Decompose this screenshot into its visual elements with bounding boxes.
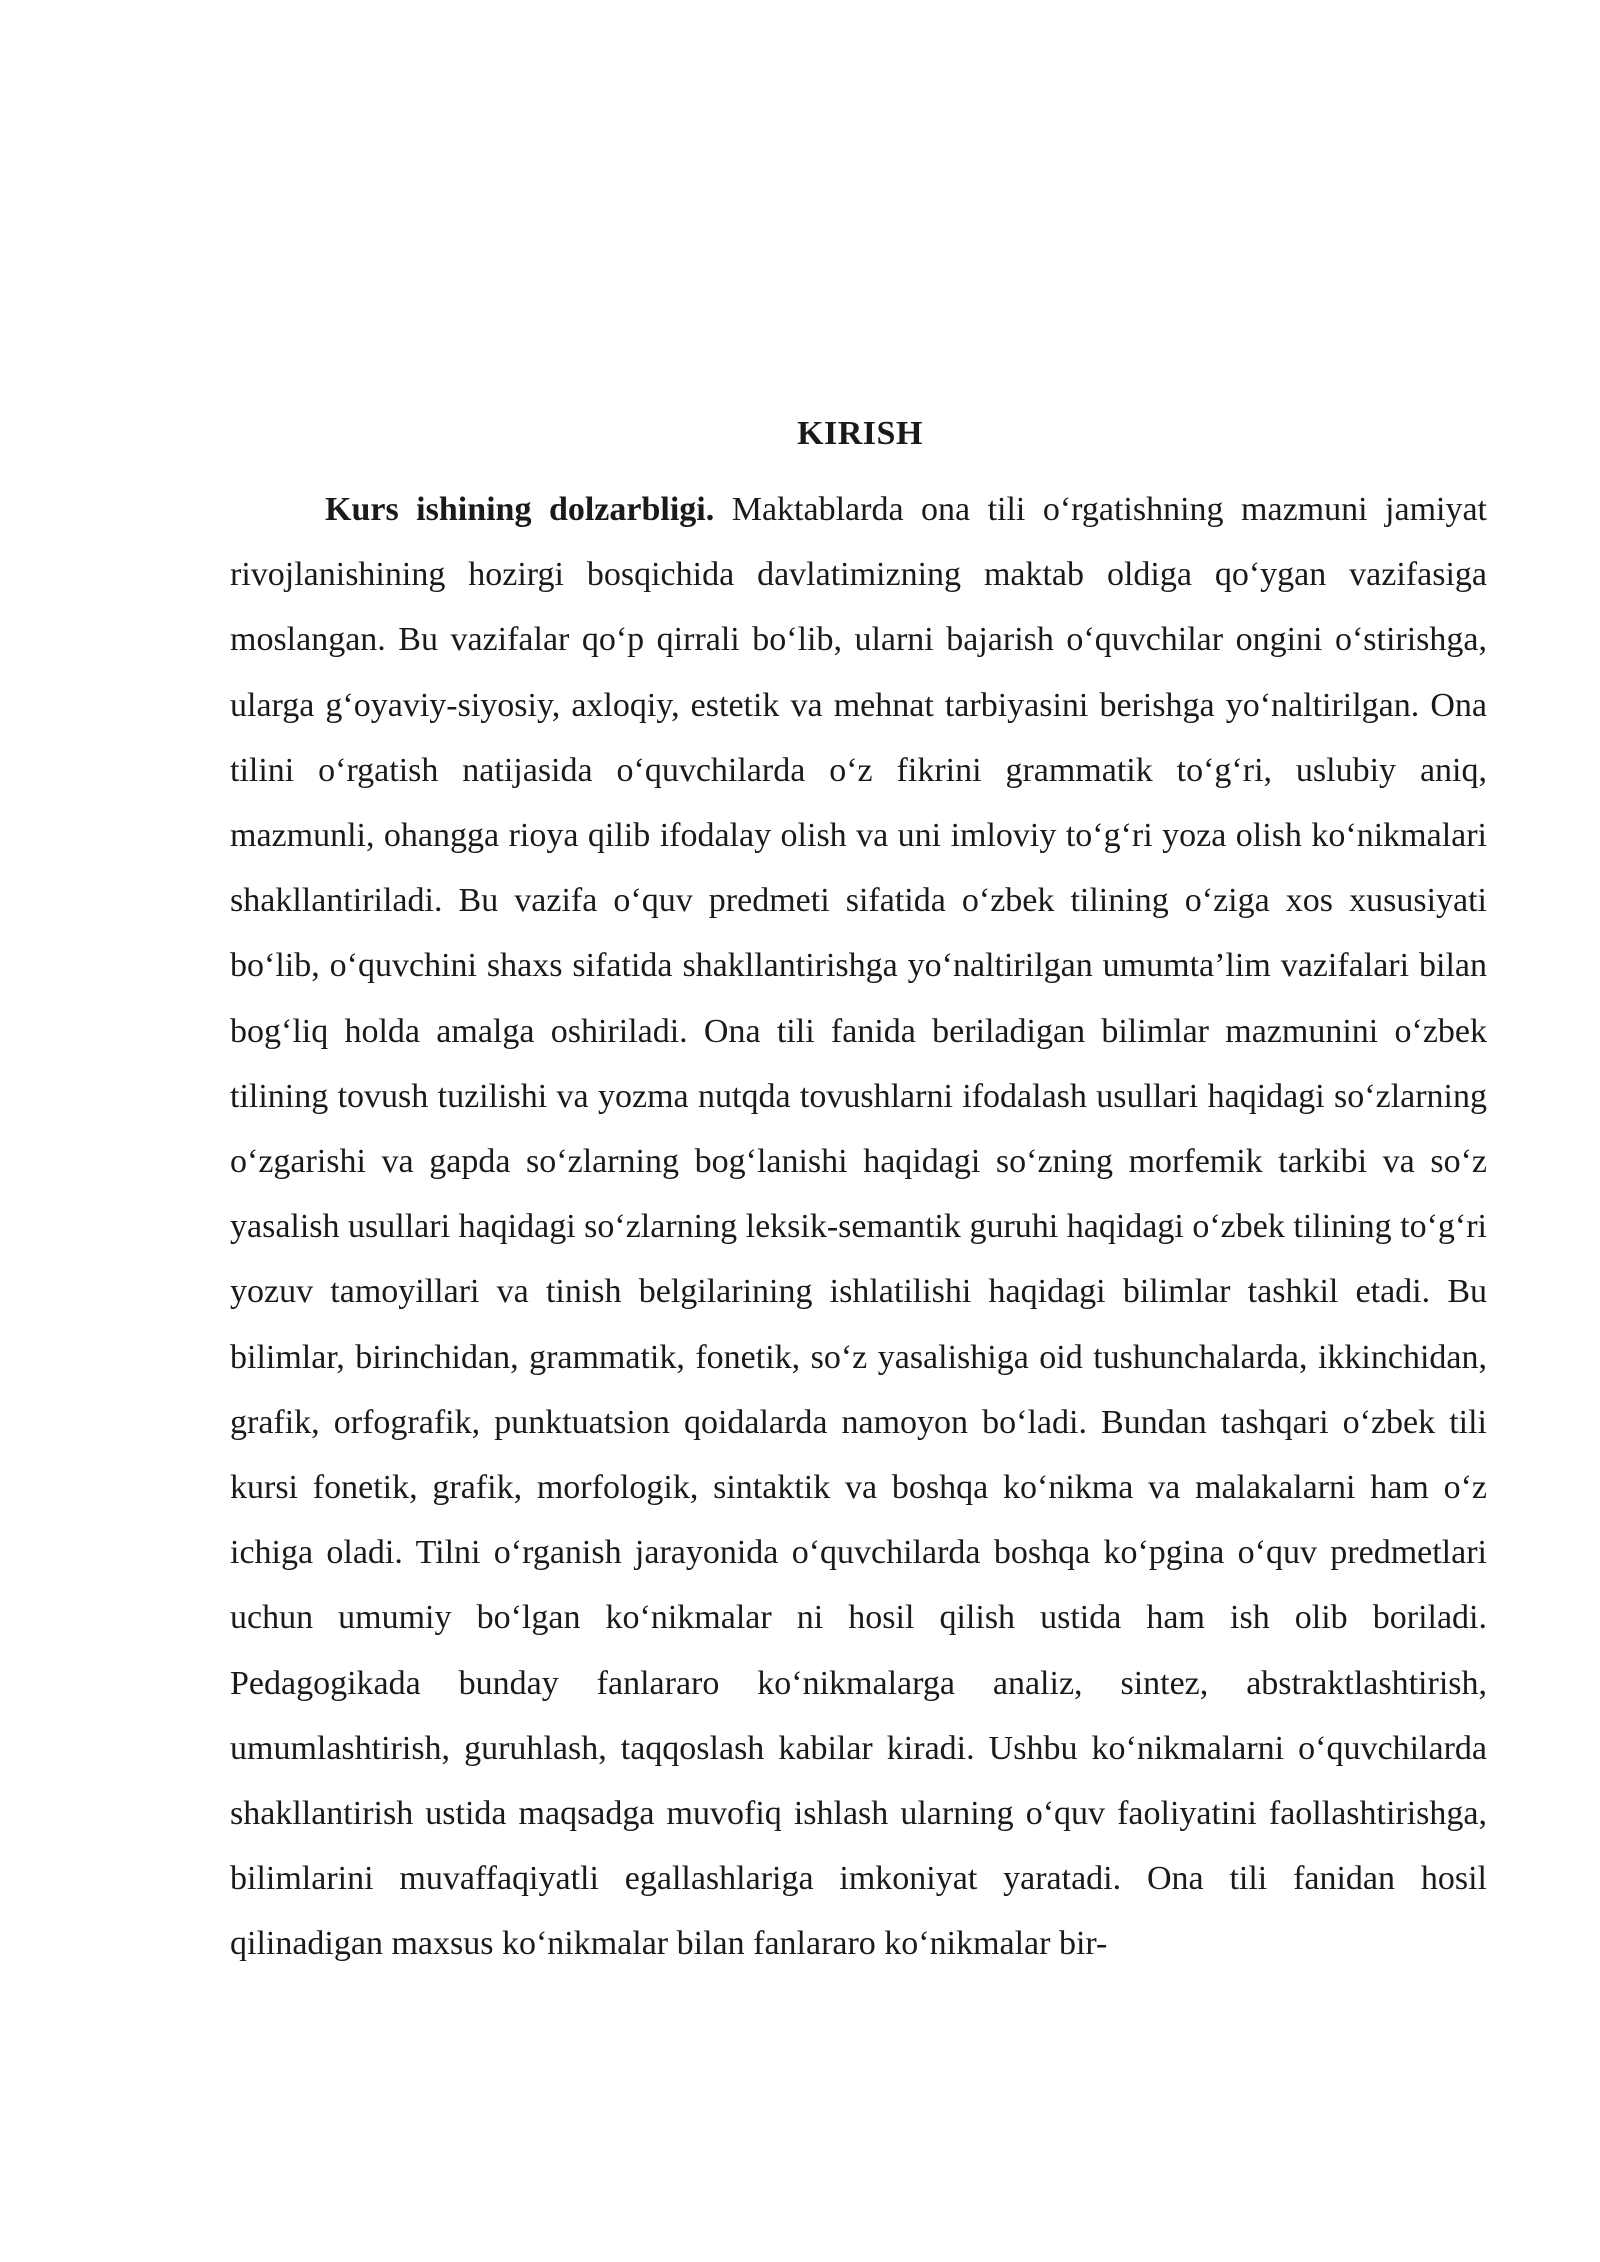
body-paragraph [230,477,1487,1977]
section-heading: KIRISH [797,415,923,452]
lead-title: Kurs ishining dolzarbligi. [325,491,715,528]
paragraph-text: Maktablarda ona tili o‘rgatishning mazmuni jamiyat rivojlanishining hozirgi bosqichida davlatimizning maktab oldiga qo‘ygan vazifasiga moslangan. Bu vazifalar qo‘p qirrali bo‘lib, ularni bajarish o‘quvchilar ongini o‘stirishga, ularga g‘oyaviy-siyosiy, axloqiy, estetik va mehnat tarbiyasini berishga yo‘naltirilgan. Ona tilini o‘rgatish natijasida o‘quvchilarda o‘z fikrini grammatik to‘g‘ri, uslubiy aniq, mazmunli, ohangga rioya qilib ifodalay olish va uni imloviy to‘g‘ri yoza olish ko‘nikmalari shakllantiriladi. Bu vazifa o‘quv predmeti sifatida o‘zbek tilining o‘ziga xos xususiyati bo‘lib, o‘quvchini shaxs sifatida shakllantirishga yo‘naltirilgan umumta’lim vazifalari bilan bog‘liq holda amalga oshiriladi. Ona tili fanida beriladigan bilimlar mazmunini o‘zbek tilining tovush tuzilishi va yozma nutqda tovushlarni ifodalash usullari haqidagi so‘zlarning o‘zgarishi va gapda so‘zlarning bog‘lanishi haqidagi so‘zning morfemik tarkibi va so‘z yasalish usullari haqidagi so‘zlarning leksik-semantik guruhi haqidagi o‘zbek tilining to‘g‘ri yozuv tamoyillari va tinish belgilarining ishlatilishi haqidagi bilimlar tashkil etadi. Bu bilimlar, birinchidan, grammatik, fonetik, so‘z yasalishiga oid tushunchalarda, ikkinchidan, grafik, orfografik, punktuatsion qoidalarda namoyon bo‘ladi. Bundan tashqari o‘zbek tili kursi fonetik, grafik, morfologik, sintaktik va boshqa ko‘nikma va malakalarni ham o‘z ichiga oladi. Tilni o‘rganish jarayonida o‘quvchilarda boshqa ko‘pgina o‘quv predmetlari uchun umumiy bo‘lgan ko‘nikmalar ni hosil qilish ustida ham ish olib boriladi. Pedagogikada bunday fanlararo ko‘nikmalarga analiz, sintez, abstraktlashtirish, umumlashtirish, guruhlash, taqqoslash kabilar kiradi. Ushbu ko‘nikmalarni o‘quvchilarda shakllantirish ustida maqsadga muvofiq ishlash ularning o‘quv faoliyatini faollashtirishga, bilimlarini muvaffaqiyatli egallashlariga imkoniyat yaratadi. Ona tili fanidan hosil qilinadigan maxsus ko‘nikmalar bilan fanlararo ko‘nikmalar bir- [230,491,1487,1963]
